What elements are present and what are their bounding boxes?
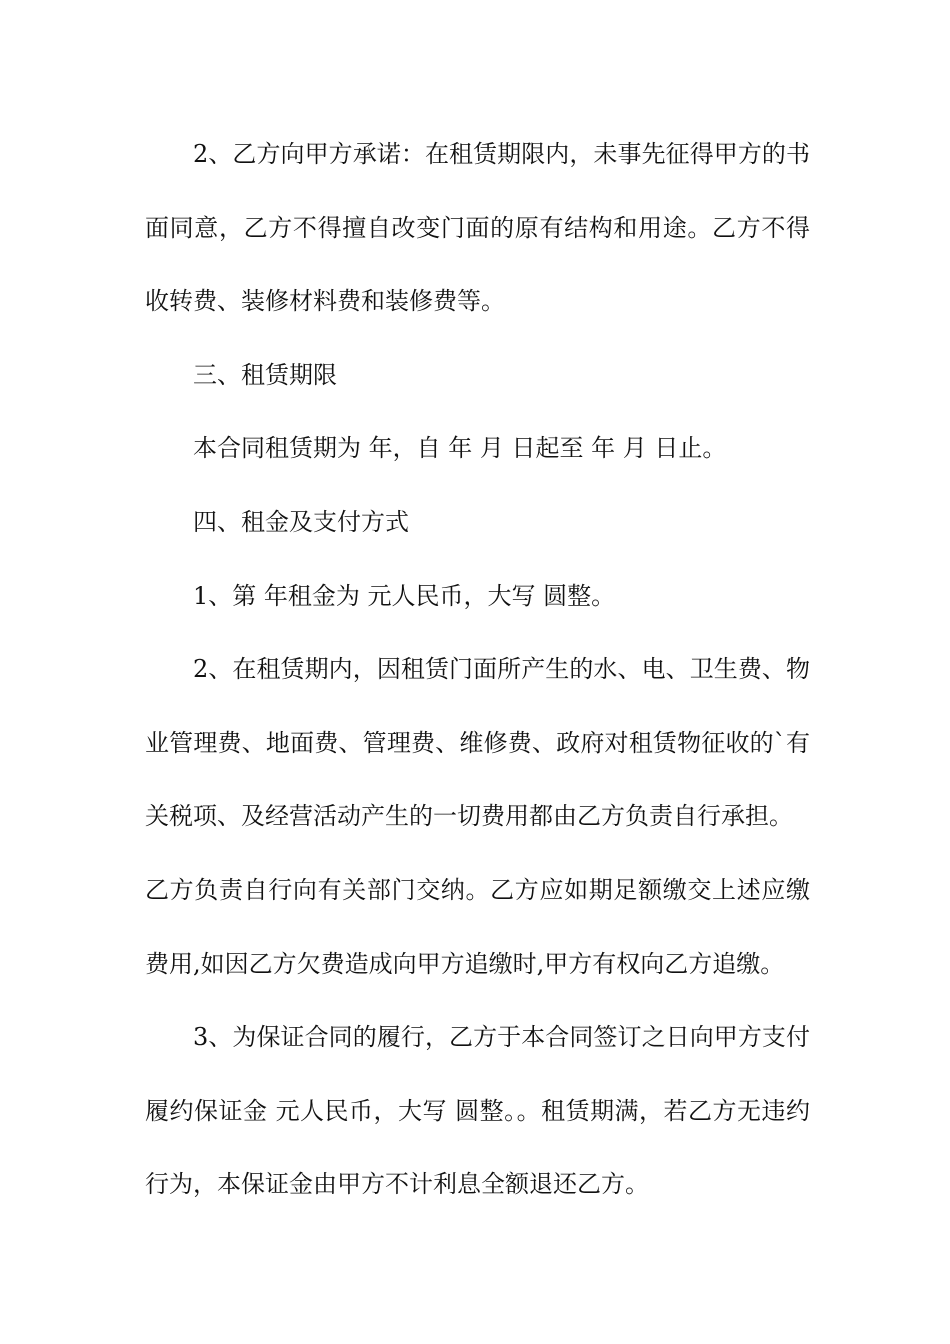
paragraph-fees-payment: 乙方负责自行向有关部门交纳。乙方应如期足额缴交上述应缴费用,如因乙方欠费造成向甲方追缴时,甲方有权向乙方追缴。 (145, 875, 810, 978)
paragraph-fees-borne: 2、在租赁期内，因租赁门面所产生的水、电、卫生费、物业管理费、地面费、管理费、维修费、政府对租赁物征收的`有关税项、及经营活动产生的一切费用都由乙方负责自行承担。 (145, 655, 810, 831)
document-body (145, 118, 810, 1222)
paragraph-lease-period: 本合同租赁期为 年，自 年 月 日起至 年 月 日止。 (193, 434, 727, 463)
paragraph-tenant-promise: 2、乙方向甲方承诺：在租赁期限内，未事先征得甲方的书面同意，乙方不得擅自改变门面的原有结构和用途。乙方不得收转费、装修材料费和装修费等。 (145, 140, 810, 316)
paragraph-deposit: 3、为保证合同的履行，乙方于本合同签订之日向甲方支付履约保证金 元人民币，大写 圆整。。租赁期满，若乙方无违约行为，本保证金由甲方不计利息全额退还乙方。 (145, 1023, 810, 1199)
heading-lease-term: 三、租赁期限 (193, 360, 337, 389)
heading-rent-payment: 四、租金及支付方式 (193, 507, 409, 536)
paragraph-annual-rent: 1、第 年租金为 元人民币，大写 圆整。 (193, 581, 616, 610)
